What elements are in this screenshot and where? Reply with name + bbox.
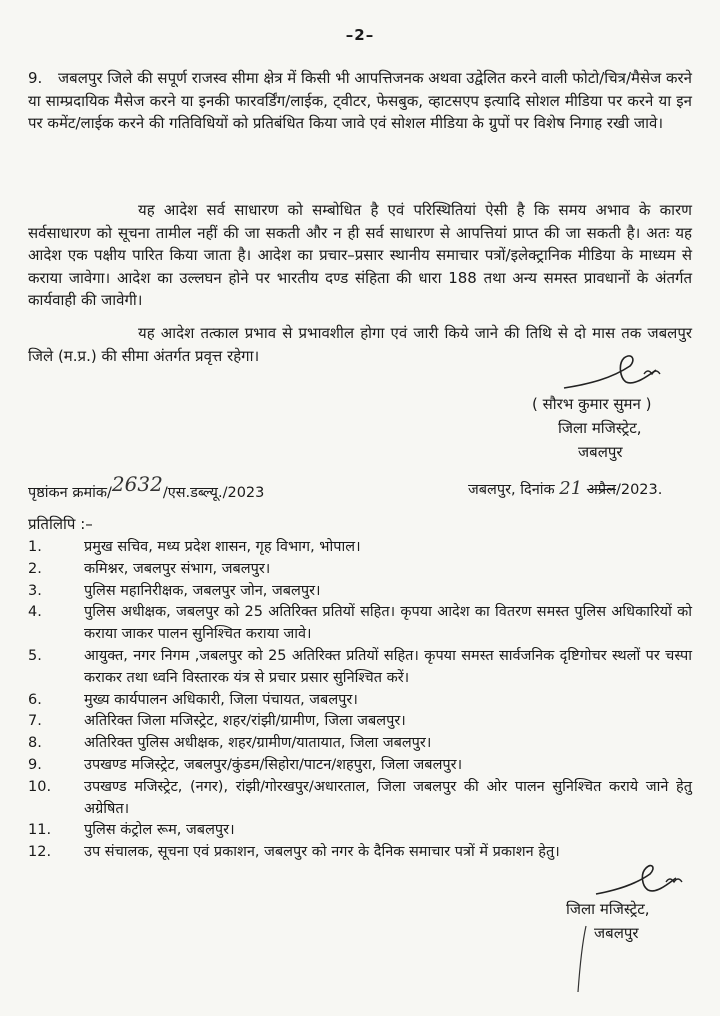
- signature-block-secondary: [566, 897, 650, 945]
- list-item: [28, 820, 692, 842]
- reference-suffix: /एस.डब्ल्यू./2023: [162, 485, 265, 501]
- list-item: [28, 733, 692, 755]
- reference-prefix: पृष्ठांकन क्रमांक/: [28, 485, 112, 501]
- copy-to-list: [28, 537, 692, 864]
- signature-block-primary: [532, 392, 651, 464]
- list-item-number: 12.: [28, 844, 52, 861]
- list-item-number: 1.: [28, 539, 42, 555]
- list-item: [28, 777, 692, 821]
- date-month: अप्रैल: [586, 482, 616, 498]
- list-item-text: आयुक्त, नगर निगम ,जबलपुर को 25 अतिरिक्त प्रतियों सहित। कृपया समस्त सार्वजनिक दृष्टिगोचर स्थलों पर चस्पा कराकर तथा ध्वनि विस्तारक यंत्र से प्रचार प्रसार सुनिश्चित करें।: [84, 647, 692, 686]
- list-item-text: प्रमुख सचिव, मध्य प्रदेश शासन, गृह विभाग, भोपाल।: [84, 539, 361, 555]
- endorsement-date: [468, 478, 662, 499]
- signatory-name: ( सौरभ कुमार सुमन ): [532, 395, 652, 413]
- list-item-number: 7.: [28, 713, 42, 730]
- paragraph-9-text: जबलपुर जिले की सपूर्ण राजस्व सीमा क्षेत्र में किसी भी आपत्तिजनक अथवा उद्वेलित करने वाली फोटो/चित्र/मैसेज करने या साम्प्रदायिक मैसेज करने या इनकी फारवर्डिंग/लाईक, ट्वीटर, फेसबुक, व्हाटसएप इत्यादि सोशल मीडिया पर करने या इन पर कमेंट/लाईक करने की गतिविधियों को प्रतिबंधित किया जावे एवं सोशल मीडिया के ग्रुपों पर विशेष निगाह रखी जावे।: [28, 69, 692, 133]
- list-item-text: पुलिस कंट्रोल रूम, जबलपुर।: [84, 822, 235, 839]
- paragraph-9: [28, 67, 692, 135]
- date-prefix: जबलपुर, दिनांक: [468, 482, 555, 498]
- list-item-text: मुख्य कार्यपालन अधिकारी, जिला पंचायत, जबलपुर।: [84, 691, 358, 708]
- signatory-designation: जिला मजिस्ट्रेट,: [566, 900, 650, 918]
- list-item-text: उपखण्ड मजिस्ट्रेट, (नगर), रांझी/गोरखपुर/अधारताल, जिला जबलपुर की ओर पालन सुनिश्चित कराये जाने हेतु अग्रेषित।: [84, 778, 692, 817]
- list-item-number: 6.: [28, 691, 42, 708]
- signature-mark: [592, 860, 692, 900]
- list-item-number: 8.: [28, 735, 42, 752]
- signatory-designation: जिला मजिस्ट्रेट,: [558, 419, 642, 437]
- list-item-number: 10.: [28, 778, 52, 795]
- endorsement-reference: [28, 472, 265, 502]
- paragraph-number: 9.: [28, 69, 43, 87]
- list-item: [28, 559, 692, 581]
- date-year: /2023.: [615, 482, 663, 498]
- list-item-text: अतिरिक्त पुलिस अधीक्षक, शहर/ग्रामीण/यातायात, जिला जबलपुर।: [84, 735, 432, 752]
- list-item-number: 9.: [28, 756, 42, 773]
- list-item: [28, 690, 692, 712]
- list-item-number: 5.: [28, 647, 42, 664]
- signatory-place: जबलपुर: [594, 924, 639, 942]
- page-number: –2–: [345, 26, 375, 44]
- reference-number-handwritten: 2632: [111, 472, 163, 496]
- signature-mark: [560, 348, 670, 394]
- copy-to-heading: प्रतिलिपि :–: [28, 515, 93, 533]
- list-item-number: 3.: [28, 582, 42, 599]
- order-paragraph-notice: यह आदेश सर्व साधारण को सम्बोधित है एवं परिस्थितियां ऐसी है कि समय अभाव के कारण सर्वसाधारण को सूचना तामील नहीं की जा सकती और न ही सर्व साधारण से आपत्तियां प्राप्त की जा सकती है। अतः यह आदेश एक पक्षीय पारित किया जाता है। आदेश का प्रचार–प्रसार स्थानीय समाचार पत्रों/इलेक्ट्रानिक मीडिया के माध्यम से कराया जावेगा। आदेश का उल्लघन होने पर भारतीय दण्ड संहिता की धारा 188 तथा अन्य समस्त प्रावधानों के अंतर्गत कार्यवाही की जावेगी।: [28, 201, 692, 310]
- list-item-text: पुलिस अधीक्षक, जबलपुर को 25 अतिरिक्त प्रतियों सहित। कृपया आदेश का वितरण समस्त पुलिस अधिकारियों को कराया जाकर पालन सुनिश्चित कराया जावे।: [84, 604, 692, 643]
- signatory-place: जबलपुर: [578, 443, 623, 461]
- list-item-number: 4.: [28, 604, 42, 621]
- list-item-number: 2.: [28, 560, 42, 577]
- list-item: [28, 581, 692, 603]
- list-item: [28, 537, 692, 559]
- list-item-text: कमिश्नर, जबलपुर संभाग, जबलपुर।: [84, 560, 271, 577]
- order-paragraph-validity: यह आदेश तत्काल प्रभाव से प्रभावशील होगा एवं जारी किये जाने की तिथि से दो मास तक जबलपुर जिले (म.प्र.) की सीमा अंतर्गत प्रवृत्त रहेगा।: [28, 324, 692, 365]
- list-item-text: उप संचालक, सूचना एवं प्रकाशन, जबलपुर को नगर के दैनिक समाचार पत्रों में प्रकाशन हेतु।: [84, 844, 560, 861]
- list-item: [28, 602, 692, 646]
- list-item-text: पुलिस महानिरीक्षक, जबलपुर जोन, जबलपुर।: [84, 582, 321, 599]
- list-item: [28, 711, 692, 733]
- list-item-text: अतिरिक्त जिला मजिस्ट्रेट, शहर/रांझी/ग्रामीण, जिला जबलपुर।: [84, 713, 406, 730]
- list-item: [28, 646, 692, 690]
- list-item-text: उपखण्ड मजिस्ट्रेट, जबलपुर/कुंडम/सिहोरा/पाटन/शहपुरा, जिला जबलपुर।: [84, 756, 463, 773]
- date-day-handwritten: 21: [559, 478, 583, 499]
- list-item-number: 11.: [28, 822, 52, 839]
- list-item: [28, 755, 692, 777]
